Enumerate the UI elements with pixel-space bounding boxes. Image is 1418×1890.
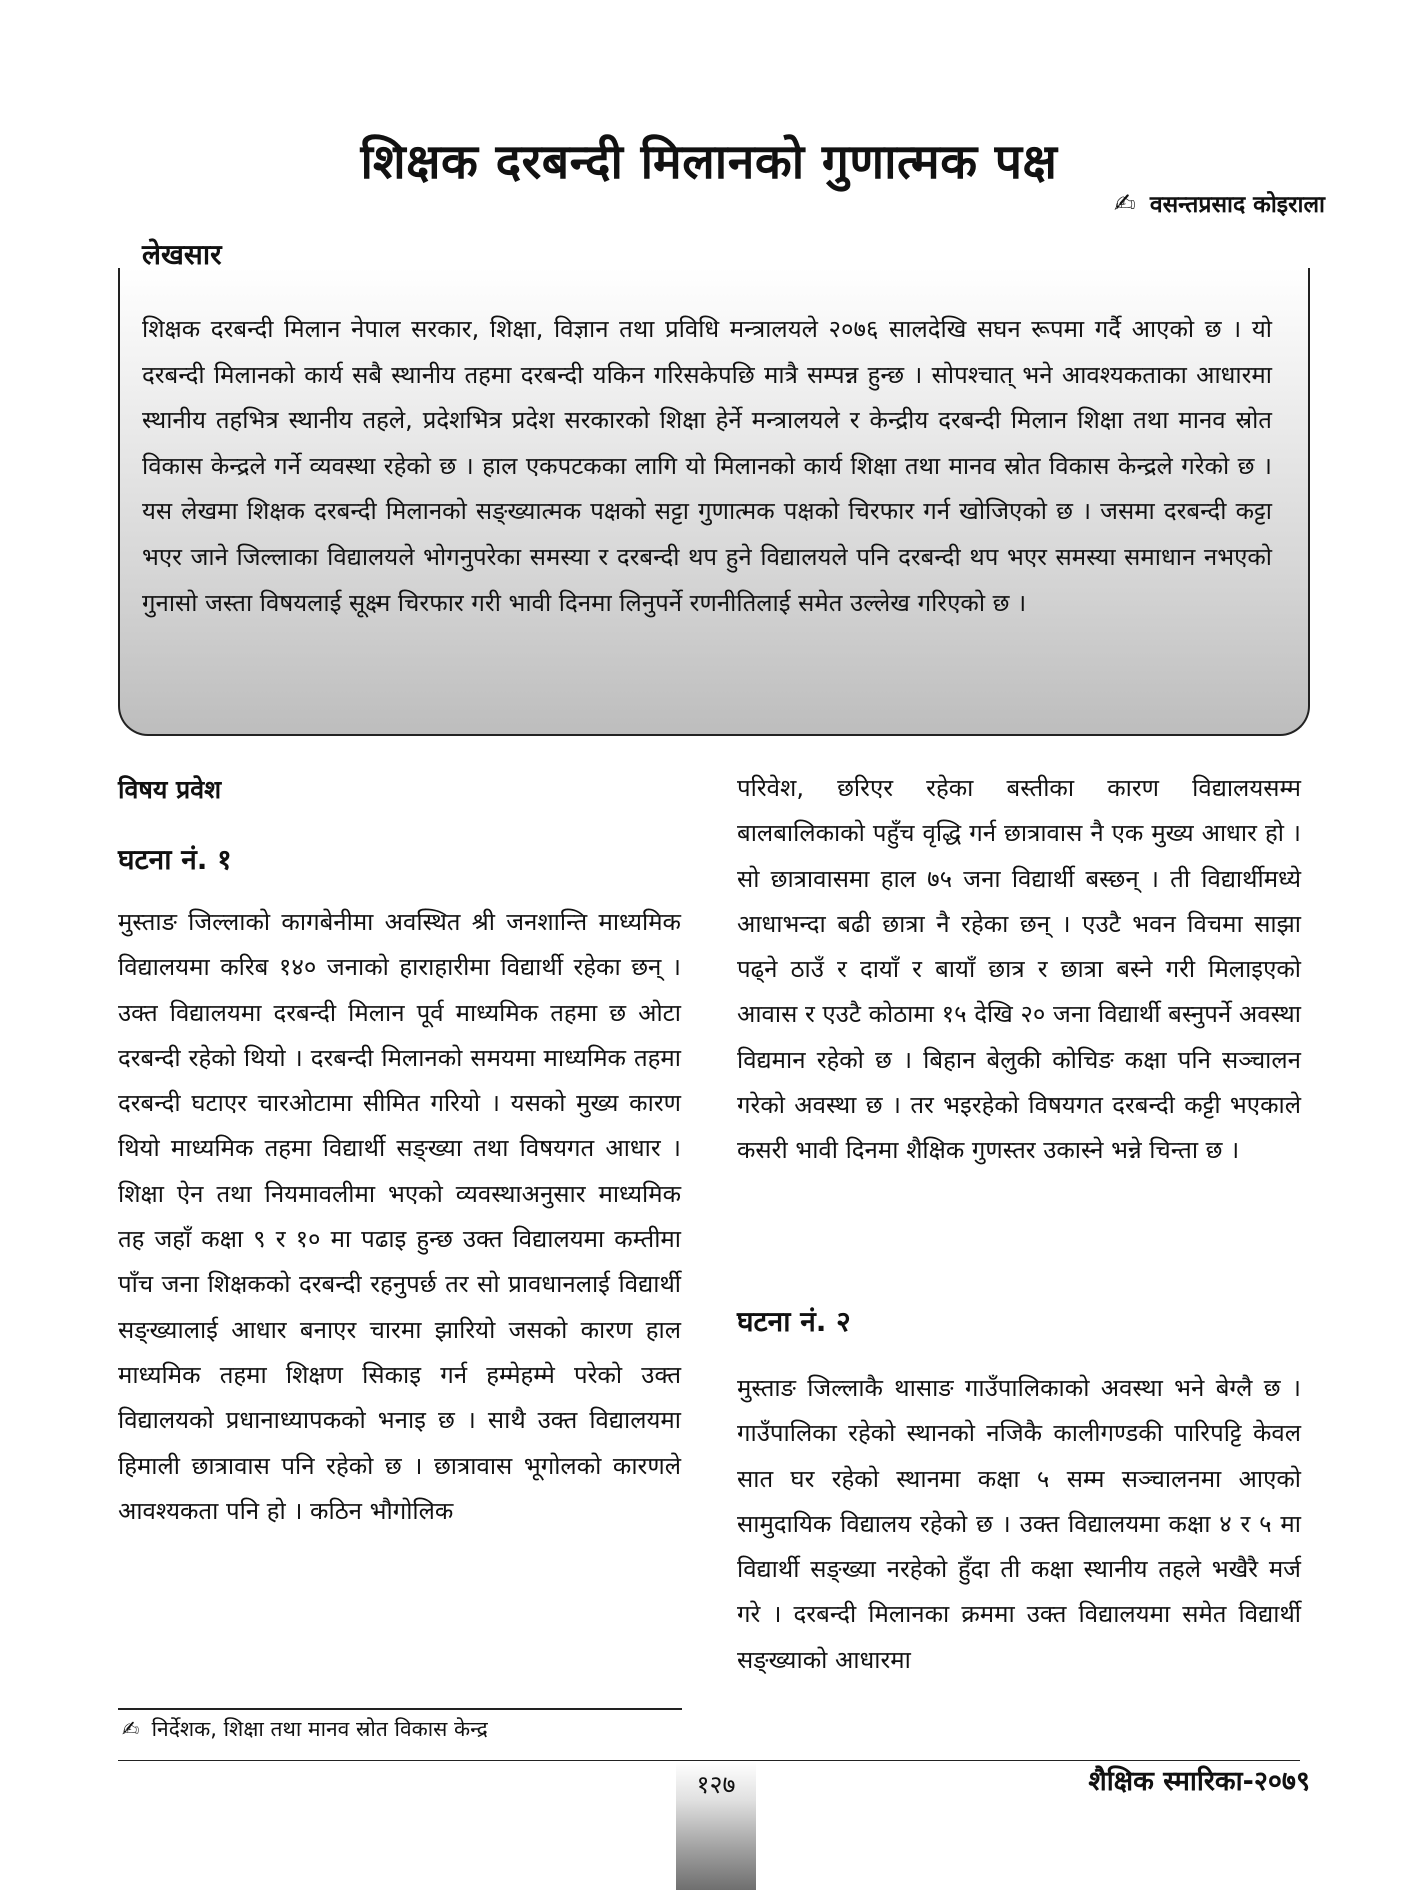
pen-icon: ✍ [1114, 189, 1136, 219]
author-name: वसन्तप्रसाद कोइराला [1149, 192, 1325, 218]
author-line [1114, 188, 1325, 221]
event1-heading: घटना नं. १ [118, 843, 232, 876]
abstract-text: शिक्षक दरबन्दी मिलान नेपाल सरकार, शिक्षा, विज्ञान तथा प्रविधि मन्त्रालयले २०७६ सालदेखि सघन रूपमा गर्दै आएको छ । यो दरबन्दी मिलानको कार्य सबै स्थानीय तहमा दरबन्दी यकिन गरिसकेपछि मात्रै सम्पन्न हुन्छ । सोपश्चात् भने आवश्यकताका आधारमा स्थानीय तहभित्र स्थानीय तहले, प्रदेशभित्र प्रदेश सरकारको शिक्षा हेर्ने मन्त्रालयले र केन्द्रीय दरबन्दी मिलान शिक्षा तथा मानव स्रोत विकास केन्द्रले गर्ने व्यवस्था रहेको छ । हाल एकपटकका लागि यो मिलानको कार्य शिक्षा तथा मानव स्रोत विकास केन्द्रले गरेको छ । यस लेखमा शिक्षक दरबन्दी मिलानको सङ्ख्यात्मक पक्षको सट्टा गुणात्मक पक्षको चिरफार गर्न खोजिएको छ । जसमा दरबन्दी कट्टा भएर जाने जिल्लाका विद्यालयले भोगनुपरेका समस्या र दरबन्दी थप हुने विद्यालयले पनि दरबन्दी थप भएर समस्या समाधान नभएको गुनासो जस्ता विषयलाई सूक्ष्म चिरफार गरी भावी दिनमा लिनुपर्ने रणनीतिलाई समेत उल्लेख गरिएको छ । [142, 315, 1272, 617]
article-title: शिक्षक दरबन्दी मिलानको गुणात्मक पक्ष [360, 134, 1058, 191]
event1-paragraph-continued: परिवेश, छरिएर रहेका बस्तीका कारण विद्यालयसम्म बालबालिकाको पहुँच वृद्धि गर्न छात्रावास नै एक मुख्य आधार हो । सो छात्रावासमा हाल ७५ जना विद्यार्थी बस्छन् । ती विद्यार्थीमध्ये आधाभन्दा बढी छात्रा नै रहेका छन् । एउटै भवन विचमा साझा पढ्ने ठाउँ र दायाँ र बायाँ छात्र र छात्रा बस्ने गरी मिलाइएको आवास र एउटै कोठामा १५ देखि २० जना विद्यार्थी बस्नुपर्ने अवस्था विद्यमान रहेको छ । बिहान बेलुकी कोचिङ कक्षा पनि सञ्चालन गरेको अवस्था छ । तर भइरहेको विषयगत दरबन्दी कट्टी भएकाले कसरी भावी दिनमा शैक्षिक गुणस्तर उकास्ने भन्ने चिन्ता छ । [737, 774, 1301, 1165]
intro-heading: विषय प्रवेश [118, 775, 222, 804]
event1-paragraph: मुस्ताङ जिल्लाको कागबेनीमा अवस्थित श्री जनशान्ति माध्यमिक विद्यालयमा करिब १४० जनाको हाराहारीमा विद्यार्थी रहेका छन् । उक्त विद्यालयमा दरबन्दी मिलान पूर्व माध्यमिक तहमा छ ओटा दरबन्दी रहेको थियो । दरबन्दी मिलानको समयमा माध्यमिक तहमा दरबन्दी घटाएर चारओटामा सीमित गरियो । यसको मुख्य कारण थियो माध्यमिक तहमा विद्यार्थी सङ्ख्या तथा विषयगत आधार । शिक्षा ऐन तथा नियमावलीमा भएको व्यवस्थाअनुसार माध्यमिक तह जहाँ कक्षा ९ र १० मा पढाइ हुन्छ उक्त विद्यालयमा कम्तीमा पाँच जना शिक्षकको दरबन्दी रहनुपर्छ तर सो प्रावधानलाई विद्यार्थी सङ्ख्यालाई आधार बनाएर चारमा झारियो जसको कारण हाल माध्यमिक तहमा शिक्षण सिकाइ गर्न हम्मेहम्मे परेको उक्त विद्यालयको प्रधानाध्यापकको भनाइ छ । साथै उक्त विद्यालयमा हिमाली छात्रावास पनि रहेको छ । छात्रावास भूगोलको कारणले आवश्यकता पनि हो । कठिन भौगोलिक [118, 908, 681, 1525]
footnote [122, 1712, 488, 1746]
event2-paragraph: मुस्ताङ जिल्लाकै थासाङ गाउँपालिकाको अवस्था भने बेग्लै छ । गाउँपालिका रहेको स्थानको नजिकै कालीगण्डकी पारिपट्टि केवल सात घर रहेको स्थानमा कक्षा ५ सम्म सञ्चालनमा आएको सामुदायिक विद्यालय रहेको छ । उक्त विद्यालयमा कक्षा ४ र ५ मा विद्यार्थी सङ्ख्या नरहेको हुँदा ती कक्षा स्थानीय तहले भखैरै मर्ज गरे । दरबन्दी मिलानका क्रममा उक्त विद्यालयमा समेत विद्यार्थी सङ्ख्याको आधारमा [737, 1374, 1301, 1674]
footnote-divider [118, 1708, 682, 1710]
pen-icon: ✍ [122, 1717, 140, 1741]
abstract-heading: लेखसार [142, 238, 222, 271]
event2-heading: घटना नं. २ [737, 1305, 851, 1338]
page-number: १२७ [696, 1770, 736, 1799]
footnote-text: निर्देशक, शिक्षा तथा मानव स्रोत विकास केन्द्र [151, 1717, 488, 1741]
journal-name: शैक्षिक स्मारिका-२०७९ [1088, 1766, 1310, 1797]
footer-divider [118, 1760, 1300, 1761]
